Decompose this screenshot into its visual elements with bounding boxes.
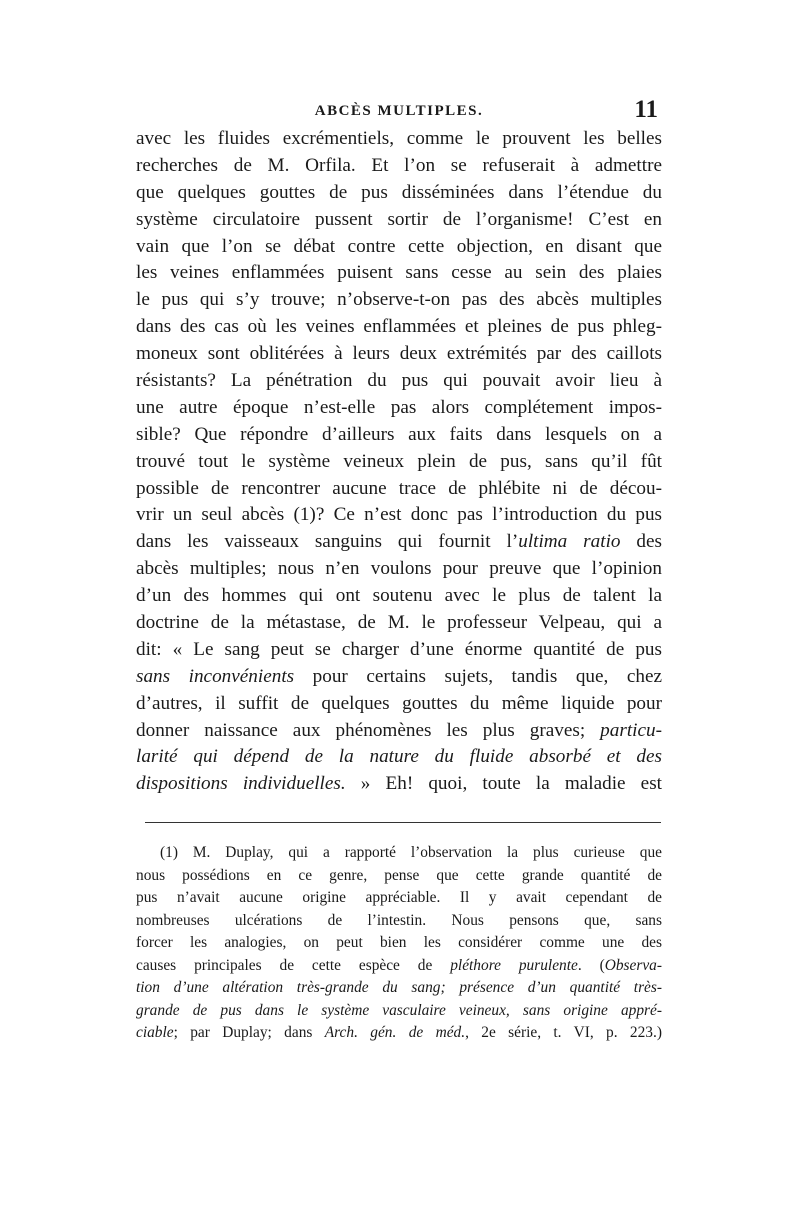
body-line (136, 368, 662, 395)
text-run: d’autres, il suffit de quelques gouttes du même liquide pour (136, 692, 662, 714)
footnote-line (136, 955, 662, 978)
text-run: le pus qui s’y trouve; n’observe-t-on pas des abcès multiples (136, 289, 662, 311)
body-line (136, 180, 662, 207)
body-line (136, 771, 662, 798)
italic-text: Arch. gén. de méd. (324, 1024, 466, 1041)
text-run: une autre époque n’est-elle pas alors complétement impos- (136, 396, 662, 418)
text-run: pour certains sujets, tandis que, chez (294, 665, 662, 687)
footnote-line (136, 910, 662, 933)
footnote-line (136, 887, 662, 910)
footnote-line (136, 932, 662, 955)
body-line (136, 422, 662, 449)
running-title: ABCÈS MULTIPLES. (314, 103, 484, 119)
body-line (136, 529, 662, 556)
body-line (136, 718, 662, 745)
text-run: recherches de M. Orfila. Et l’on se refuserait à admettre (136, 154, 662, 176)
text-run: . ( (577, 956, 605, 974)
body-line (136, 476, 662, 503)
text-run: forcer les analogies, on peut bien les considérer comme une des (136, 934, 662, 951)
footnote-rule (145, 822, 661, 823)
italic-text: particu- (600, 719, 662, 741)
body-line (136, 260, 662, 287)
text-run: avec les fluides excrémentiels, comme le prouvent les belles (136, 128, 662, 149)
footnote (136, 842, 662, 1045)
text-run: dans des cas où les veines enflammées et pleines de pus phleg- (136, 316, 662, 338)
body-line (136, 502, 662, 529)
text-run: donner naissance aux phénomènes les plus graves; (136, 719, 601, 741)
text-run: moneux sont oblitérées à leurs deux extrémités par des caillots (136, 343, 662, 365)
text-run: les veines enflammées puisent sans cesse au sein des plaies (136, 262, 662, 284)
footnote-line (136, 865, 662, 888)
body-line (136, 556, 662, 583)
italic-text: sans inconvénients (136, 665, 295, 687)
body-line (136, 664, 662, 691)
text-run: pus n’avait aucune origine appréciable. Il y avait cependant de (136, 889, 662, 906)
text-run: possible de rencontrer aucune trace de phlébite ni de décou- (136, 477, 662, 499)
body-line (136, 610, 662, 637)
body-line (136, 153, 662, 180)
text-run: , 2e série, t. VI, p. 223.) (465, 1024, 662, 1041)
text-run: dit: « Le sang peut se charger d’une énorme quantité de pus (136, 638, 662, 660)
text-run: (1) M. Duplay, qui a rapporté l’observation la plus curieuse que (160, 844, 662, 861)
footnote-line (136, 977, 662, 1000)
italic-text: Observa- (604, 956, 662, 974)
italic-text: ultima ratio (518, 531, 621, 553)
body-line (136, 395, 662, 422)
text-run: dans les vaisseaux sanguins qui fournit l’ (136, 531, 519, 553)
text-run: ; par Duplay; dans (173, 1024, 325, 1041)
text-run: vrir un seul abcès (1)? Ce n’est donc pas l’introduction du pus (136, 504, 662, 526)
body-line (136, 234, 662, 261)
text-run: causes principales de cette espèce de (136, 956, 451, 974)
italic-text: tion d’une altération très-grande du sang; présence d’un quantité très- (136, 979, 662, 996)
text-run: nous possédions en ce genre, pense que cette grande quantité de (136, 866, 662, 884)
text-run: sible? Que répondre d’ailleurs aux faits dans lesquels on a (136, 423, 662, 445)
body-line (136, 449, 662, 476)
text-run: d’un des hommes qui ont soutenu avec le plus de talent la (136, 585, 662, 607)
italic-text: pléthore purulente (450, 956, 578, 974)
body-line (136, 287, 662, 314)
body-line (136, 691, 662, 718)
italic-text: ciable (136, 1024, 174, 1041)
italic-text: dispositions individuelles. (136, 773, 346, 795)
body-text (136, 126, 662, 798)
italic-text: larité qui dépend de la nature du fluide absorbé et des (136, 746, 662, 768)
running-head (136, 96, 662, 128)
body-line (136, 637, 662, 664)
text-run: des (620, 531, 662, 553)
body-line (136, 583, 662, 610)
text-run: système circulatoire pussent sortir de l’organisme! C’est en (136, 208, 662, 230)
text-run: abcès multiples; nous n’en voulons pour preuve que l’opinion (136, 558, 662, 580)
text-run: vain que l’on se débat contre cette objection, en disant que (136, 235, 662, 257)
text-run: trouvé tout le système veineux plein de pus, sans qu’il fût (136, 450, 662, 472)
text-run: doctrine de la métastase, de M. le professeur Velpeau, qui a (136, 612, 662, 634)
body-line (136, 314, 662, 341)
body-line (136, 341, 662, 368)
page-number: 11 (634, 96, 658, 123)
text-run: que quelques gouttes de pus disséminées dans l’étendue du (136, 181, 662, 203)
body-line (136, 744, 662, 771)
footnote-line (136, 1022, 662, 1045)
text-run: résistants? La pénétration du pus qui pouvait avoir lieu à (136, 370, 662, 392)
footnote-line (136, 1000, 662, 1023)
italic-text: grande de pus dans le système vasculaire veineux, sans origine appré- (136, 1001, 662, 1019)
body-line (136, 126, 662, 153)
text-run: » Eh! quoi, toute la maladie est (345, 773, 662, 795)
footnote-line (136, 842, 662, 865)
body-line (136, 207, 662, 234)
text-run: nombreuses ulcérations de l’intestin. Nous pensons que, sans (136, 911, 662, 929)
